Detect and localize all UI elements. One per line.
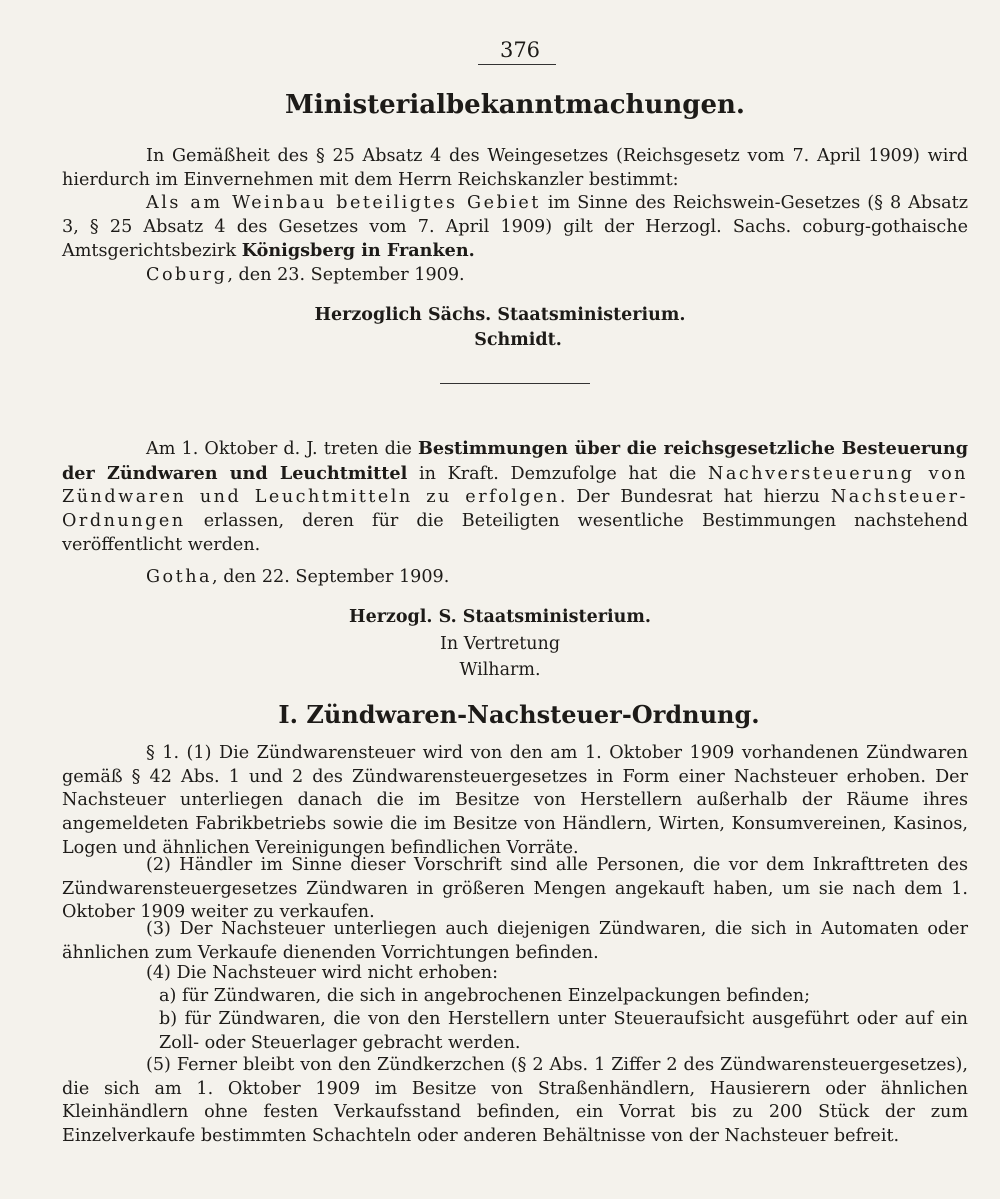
notice2-bold: Bestimmungen über die reichsgesetzliche Besteuerung der Zündwaren und Leuchtmittel [62,438,968,484]
notice1-intro: In Gemäßheit des § 25 Absatz 4 des Weingesetzes (Reichsgesetz vom 7. April 1909) wird hierdurch im Einvernehmen mit dem Herrn Reichskanzler bestimmt: [62,146,968,190]
notice1-authority: Herzoglich Sächs. Staatsministerium. [314,305,686,325]
place-gotha: Gotha [146,567,213,587]
section-title: Ministerialbekanntmachungen. [285,90,745,120]
ordinance-p1: § 1. (1) Die Zündwarensteuer wird von den am 1. Oktober 1909 vorhandenen Zündwaren gemäß § 42 Abs. 1 und 2 des Zündwarensteuergesetzes in Form einer Nachsteuer erhoben. Der Nachsteuer unterliegen danach die im Besitze von Herstellern außerhalb der Räume ihres angemeldeten Fabrikbetriebs sowie die im Besitze von Händlern, Wirten, Konsumvereinen, Kasinos, Logen und ähnlichen Vereinigungen befindlichen Vorräte. [62,743,968,858]
notice2-spaced2: Nachsteuer-Ordnungen [62,487,968,532]
decree-text: im Sinne des Reichswein-Gesetzes (§ 8 Absatz 3, § 25 Absatz 4 des Gesetzes vom 7. April 1909) gilt der Herzogl. Sachs. coburg-gothaische Amtsgerichtsbezirk [62,193,968,262]
notice1-decree [62,192,968,264]
separator-rule [440,383,590,384]
ordinance-title: I. Zündwaren-Nachsteuer-Ordnung. [278,700,760,729]
page-number: 376 [499,38,541,62]
notice2-signatory: Wilharm. [459,660,541,680]
notice2-dateline [62,566,968,590]
notice1-dateline [62,264,968,288]
notice2-text-d: erlassen, deren für die Beteiligten wesentliche Bestimmungen nachstehend veröffentlicht werden. [62,511,968,555]
decree-spaced-text: Als am Weinbau beteiligtes Gebiet [146,193,541,213]
page-number-rule [478,64,556,65]
ordinance-p3: (3) Der Nachsteuer unterliegen auch diejenigen Zündwaren, die sich in Automaten oder ähnlichen zum Verkaufe dienenden Vorrichtungen befinden. [62,919,968,963]
notice2-paragraph [62,437,968,558]
place-coburg: Coburg [146,265,228,285]
ordinance-p4: (4) Die Nachsteuer wird nicht erhoben: [146,963,499,983]
decree-bold-text: Königsberg in Franken. [241,240,475,262]
notice2-authority: Herzogl. S. Staatsministerium. [349,607,651,627]
notice2-text-b: in Kraft. Demzufolge hat die [407,463,709,484]
notice2-spaced: Nachversteuerung von Zündwaren und Leuchtmitteln zu erfolgen [62,463,968,508]
date-gotha: , den 22. September 1909. [212,567,450,587]
ordinance-p5: (5) Ferner bleibt von den Zündkerzchen (§ 2 Abs. 1 Ziffer 2 des Zündwarensteuergesetzes), die sich am 1. Oktober 1909 im Besitze von Straßenhändlern, Hausierern oder ähnlichen Kleinhändlern ohne festen Verkaufsstand befinden, ein Vorrat bis zu 200 Stück der zum Einzelverkaufe bestimmten Schachteln oder anderen Behältnisse von der Nachsteuer befreit. [62,1055,968,1147]
ordinance-p2: (2) Händler im Sinne dieser Vorschrift sind alle Personen, die vor dem Inkrafttreten des Zündwarensteuergesetzes Zündwaren in größeren Mengen angekauft haben, um sie nach dem 1. Oktober 1909 weiter zu verkaufen. [62,855,968,923]
ordinance-p4a: a) für Zündwaren, die sich in angebrochenen Einzelpackungen befinden; [159,986,811,1006]
date-coburg: , den 23. September 1909. [227,265,465,285]
ordinance-p4b: b) für Zündwaren, die von den Herstellern unter Steueraufsicht ausgeführt oder auf ein Zoll- oder Steuerlager gebracht werden. [159,1009,968,1053]
notice2-representation: In Vertretung [439,634,561,654]
notice2-text-c: . Der Bundesrat hat hierzu [559,487,831,508]
notice2-text-a: Am 1. Oktober d. J. treten die [146,439,418,459]
notice1-signatory: Schmidt. [474,330,562,350]
